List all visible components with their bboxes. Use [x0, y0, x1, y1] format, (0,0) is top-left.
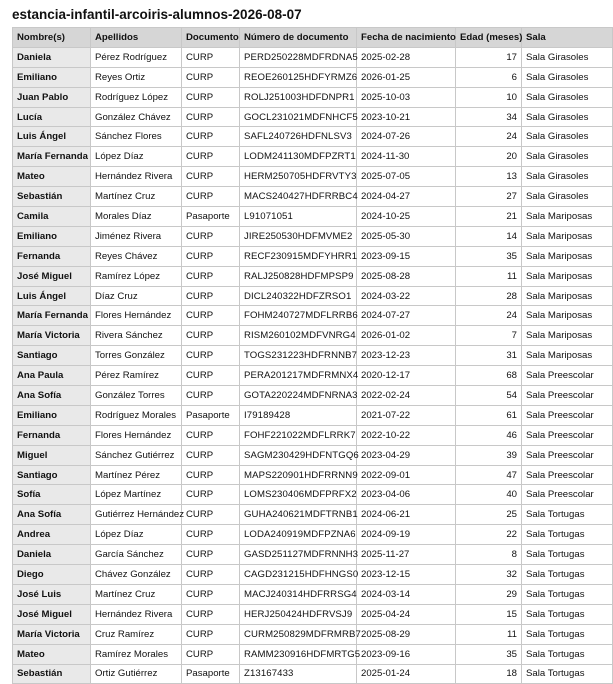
- cell-edad-meses[interactable]: 27: [456, 187, 522, 207]
- cell-nombres[interactable]: Emiliano: [13, 226, 91, 246]
- table-body: [13, 47, 613, 684]
- table-row: [13, 644, 613, 664]
- cell-nombres[interactable]: Mateo: [13, 644, 91, 664]
- cell-edad-meses[interactable]: 21: [456, 207, 522, 227]
- cell-nombres[interactable]: Ana Paula: [13, 366, 91, 386]
- table-row: [13, 425, 613, 445]
- cell-documento[interactable]: CURP: [182, 107, 240, 127]
- cell-documento[interactable]: CURP: [182, 366, 240, 386]
- cell-numero-documento[interactable]: GASD251127MDFRNNH3: [240, 545, 357, 565]
- cell-fecha-nacimiento[interactable]: 2023-12-15: [357, 565, 456, 585]
- cell-fecha-nacimiento[interactable]: 2025-02-28: [357, 47, 456, 67]
- cell-edad-meses[interactable]: 25: [456, 505, 522, 525]
- header-numero-documento[interactable]: Número de documento: [240, 28, 357, 48]
- spreadsheet: [12, 27, 594, 684]
- cell-apellidos[interactable]: Morales Díaz: [91, 207, 182, 227]
- cell-edad-meses[interactable]: 68: [456, 366, 522, 386]
- cell-documento[interactable]: CURP: [182, 624, 240, 644]
- cell-sala[interactable]: Sala Tortugas: [522, 525, 613, 545]
- cell-documento[interactable]: Pasaporte: [182, 207, 240, 227]
- cell-sala[interactable]: Sala Mariposas: [522, 246, 613, 266]
- cell-numero-documento[interactable]: RISM260102MDFVNRG4: [240, 326, 357, 346]
- table-row: [13, 147, 613, 167]
- cell-numero-documento[interactable]: JIRE250530HDFMVME2: [240, 226, 357, 246]
- cell-apellidos[interactable]: Flores Hernández: [91, 306, 182, 326]
- cell-nombres[interactable]: Santiago: [13, 465, 91, 485]
- cell-nombres[interactable]: Emiliano: [13, 67, 91, 87]
- cell-sala[interactable]: Sala Mariposas: [522, 346, 613, 366]
- table-row: [13, 485, 613, 505]
- cell-sala[interactable]: Sala Girasoles: [522, 127, 613, 147]
- table-row: [13, 306, 613, 326]
- document-title: estancia-infantil-arcoiris-alumnos-2026-08-07: [12, 7, 302, 22]
- cell-numero-documento[interactable]: FOHF221022MDFLRRK7: [240, 425, 357, 445]
- cell-apellidos[interactable]: Ramírez Morales: [91, 644, 182, 664]
- table-row: [13, 226, 613, 246]
- cell-fecha-nacimiento[interactable]: 2026-01-02: [357, 326, 456, 346]
- cell-sala[interactable]: Sala Tortugas: [522, 584, 613, 604]
- cell-sala[interactable]: Sala Girasoles: [522, 147, 613, 167]
- cell-fecha-nacimiento[interactable]: 2024-11-30: [357, 147, 456, 167]
- cell-documento[interactable]: CURP: [182, 445, 240, 465]
- cell-numero-documento[interactable]: GUHA240621MDFTRNB1: [240, 505, 357, 525]
- cell-numero-documento[interactable]: REOE260125HDFYRMZ6: [240, 67, 357, 87]
- cell-nombres[interactable]: Daniela: [13, 47, 91, 67]
- cell-documento[interactable]: CURP: [182, 147, 240, 167]
- cell-documento[interactable]: Pasaporte: [182, 664, 240, 684]
- cell-numero-documento[interactable]: RECF230915MDFYHRR1: [240, 246, 357, 266]
- cell-edad-meses[interactable]: 14: [456, 226, 522, 246]
- cell-sala[interactable]: Sala Preescolar: [522, 405, 613, 425]
- cell-nombres[interactable]: Ana Sofía: [13, 386, 91, 406]
- table-row: [13, 187, 613, 207]
- cell-fecha-nacimiento[interactable]: 2022-10-22: [357, 425, 456, 445]
- cell-apellidos[interactable]: Chávez González: [91, 565, 182, 585]
- cell-fecha-nacimiento[interactable]: 2022-02-24: [357, 386, 456, 406]
- cell-documento[interactable]: CURP: [182, 246, 240, 266]
- cell-nombres[interactable]: Daniela: [13, 545, 91, 565]
- cell-numero-documento[interactable]: MACS240427HDFRRBC4: [240, 187, 357, 207]
- cell-edad-meses[interactable]: 7: [456, 326, 522, 346]
- cell-documento[interactable]: CURP: [182, 525, 240, 545]
- cell-apellidos[interactable]: Ramírez López: [91, 266, 182, 286]
- cell-sala[interactable]: Sala Tortugas: [522, 604, 613, 624]
- table-row: [13, 266, 613, 286]
- cell-apellidos[interactable]: Díaz Cruz: [91, 286, 182, 306]
- cell-sala[interactable]: Sala Girasoles: [522, 107, 613, 127]
- cell-nombres[interactable]: José Miguel: [13, 604, 91, 624]
- cell-apellidos[interactable]: Rivera Sánchez: [91, 326, 182, 346]
- cell-documento[interactable]: CURP: [182, 565, 240, 585]
- cell-numero-documento[interactable]: LOMS230406MDFPRFX2: [240, 485, 357, 505]
- cell-nombres[interactable]: José Luis: [13, 584, 91, 604]
- cell-edad-meses[interactable]: 8: [456, 545, 522, 565]
- cell-documento[interactable]: CURP: [182, 306, 240, 326]
- cell-numero-documento[interactable]: TOGS231223HDFRNNB7: [240, 346, 357, 366]
- table-row: [13, 584, 613, 604]
- table-row: [13, 127, 613, 147]
- cell-numero-documento[interactable]: GOCL231021MDFNHCF5: [240, 107, 357, 127]
- cell-numero-documento[interactable]: MACJ240314HDFRRSG4: [240, 584, 357, 604]
- cell-sala[interactable]: Sala Mariposas: [522, 306, 613, 326]
- cell-apellidos[interactable]: Cruz Ramírez: [91, 624, 182, 644]
- cell-fecha-nacimiento[interactable]: 2021-07-22: [357, 405, 456, 425]
- cell-nombres[interactable]: Miguel: [13, 445, 91, 465]
- cell-fecha-nacimiento[interactable]: 2020-12-17: [357, 366, 456, 386]
- cell-apellidos[interactable]: Sánchez Gutiérrez: [91, 445, 182, 465]
- table-row: [13, 525, 613, 545]
- cell-fecha-nacimiento[interactable]: 2025-07-05: [357, 167, 456, 187]
- header-row: [13, 28, 613, 48]
- cell-nombres[interactable]: María Fernanda: [13, 147, 91, 167]
- table-row: [13, 366, 613, 386]
- cell-edad-meses[interactable]: 54: [456, 386, 522, 406]
- cell-nombres[interactable]: Andrea: [13, 525, 91, 545]
- cell-documento[interactable]: CURP: [182, 346, 240, 366]
- cell-documento[interactable]: CURP: [182, 485, 240, 505]
- cell-nombres[interactable]: Fernanda: [13, 425, 91, 445]
- cell-apellidos[interactable]: Martínez Pérez: [91, 465, 182, 485]
- cell-numero-documento[interactable]: PERA201217MDFRMNX4: [240, 366, 357, 386]
- cell-fecha-nacimiento[interactable]: 2025-04-24: [357, 604, 456, 624]
- table-row: [13, 47, 613, 67]
- cell-numero-documento[interactable]: LODA240919MDFPZNA6: [240, 525, 357, 545]
- cell-numero-documento[interactable]: CURM250829MDFRMRB7: [240, 624, 357, 644]
- cell-sala[interactable]: Sala Girasoles: [522, 187, 613, 207]
- cell-edad-meses[interactable]: 29: [456, 584, 522, 604]
- cell-documento[interactable]: CURP: [182, 127, 240, 147]
- cell-edad-meses[interactable]: 11: [456, 624, 522, 644]
- cell-nombres[interactable]: Sofía: [13, 485, 91, 505]
- cell-sala[interactable]: Sala Preescolar: [522, 425, 613, 445]
- cell-numero-documento[interactable]: HERM250705HDFRVTY3: [240, 167, 357, 187]
- cell-sala[interactable]: Sala Preescolar: [522, 485, 613, 505]
- cell-documento[interactable]: CURP: [182, 505, 240, 525]
- cell-numero-documento[interactable]: HERJ250424HDFRVSJ9: [240, 604, 357, 624]
- cell-fecha-nacimiento[interactable]: 2022-09-01: [357, 465, 456, 485]
- table-row: [13, 246, 613, 266]
- table-row: [13, 604, 613, 624]
- cell-documento[interactable]: CURP: [182, 584, 240, 604]
- cell-apellidos[interactable]: Reyes Ortiz: [91, 67, 182, 87]
- cell-documento[interactable]: CURP: [182, 326, 240, 346]
- cell-nombres[interactable]: María Victoria: [13, 326, 91, 346]
- cell-apellidos[interactable]: Sánchez Flores: [91, 127, 182, 147]
- cell-apellidos[interactable]: Pérez Rodríguez: [91, 47, 182, 67]
- cell-edad-meses[interactable]: 11: [456, 266, 522, 286]
- cell-sala[interactable]: Sala Girasoles: [522, 47, 613, 67]
- cell-nombres[interactable]: Santiago: [13, 346, 91, 366]
- cell-documento[interactable]: CURP: [182, 87, 240, 107]
- header-apellidos[interactable]: Apellidos: [91, 28, 182, 48]
- cell-edad-meses[interactable]: 35: [456, 246, 522, 266]
- table-row: [13, 286, 613, 306]
- cell-nombres[interactable]: José Miguel: [13, 266, 91, 286]
- cell-apellidos[interactable]: Reyes Chávez: [91, 246, 182, 266]
- header-nombres[interactable]: Nombre(s): [13, 28, 91, 48]
- cell-edad-meses[interactable]: 47: [456, 465, 522, 485]
- cell-fecha-nacimiento[interactable]: 2024-03-14: [357, 584, 456, 604]
- cell-documento[interactable]: CURP: [182, 187, 240, 207]
- cell-numero-documento[interactable]: GOTA220224MDFNRNA3: [240, 386, 357, 406]
- cell-sala[interactable]: Sala Tortugas: [522, 664, 613, 684]
- cell-nombres[interactable]: Emiliano: [13, 405, 91, 425]
- cell-nombres[interactable]: Lucía: [13, 107, 91, 127]
- cell-fecha-nacimiento[interactable]: 2025-08-28: [357, 266, 456, 286]
- table-row: [13, 565, 613, 585]
- cell-edad-meses[interactable]: 15: [456, 604, 522, 624]
- cell-fecha-nacimiento[interactable]: 2025-01-24: [357, 664, 456, 684]
- cell-numero-documento[interactable]: FOHM240727MDFLRRB6: [240, 306, 357, 326]
- cell-sala[interactable]: Sala Mariposas: [522, 286, 613, 306]
- header-sala[interactable]: Sala: [522, 28, 613, 48]
- table-row: [13, 167, 613, 187]
- cell-apellidos[interactable]: López Díaz: [91, 147, 182, 167]
- cell-apellidos[interactable]: Martínez Cruz: [91, 187, 182, 207]
- cell-fecha-nacimiento[interactable]: 2024-06-21: [357, 505, 456, 525]
- cell-fecha-nacimiento[interactable]: 2025-11-27: [357, 545, 456, 565]
- cell-nombres[interactable]: Diego: [13, 565, 91, 585]
- cell-apellidos[interactable]: López Martínez: [91, 485, 182, 505]
- cell-nombres[interactable]: Fernanda: [13, 246, 91, 266]
- cell-numero-documento[interactable]: L91071051: [240, 207, 357, 227]
- table-row: [13, 326, 613, 346]
- cell-numero-documento[interactable]: SAGM230429HDFNTGQ6: [240, 445, 357, 465]
- cell-numero-documento[interactable]: Z13167433: [240, 664, 357, 684]
- cell-fecha-nacimiento[interactable]: 2024-07-26: [357, 127, 456, 147]
- cell-fecha-nacimiento[interactable]: 2023-04-06: [357, 485, 456, 505]
- cell-edad-meses[interactable]: 28: [456, 286, 522, 306]
- cell-numero-documento[interactable]: RAMM230916HDFMRTG5: [240, 644, 357, 664]
- cell-apellidos[interactable]: Hernández Rivera: [91, 604, 182, 624]
- cell-edad-meses[interactable]: 17: [456, 47, 522, 67]
- cell-sala[interactable]: Sala Preescolar: [522, 386, 613, 406]
- header-fecha-nacimiento[interactable]: Fecha de nacimiento: [357, 28, 456, 48]
- cell-sala[interactable]: Sala Mariposas: [522, 207, 613, 227]
- cell-fecha-nacimiento[interactable]: 2023-04-29: [357, 445, 456, 465]
- cell-documento[interactable]: CURP: [182, 266, 240, 286]
- cell-fecha-nacimiento[interactable]: 2023-10-21: [357, 107, 456, 127]
- cell-sala[interactable]: Sala Preescolar: [522, 366, 613, 386]
- cell-nombres[interactable]: Sebastián: [13, 187, 91, 207]
- cell-fecha-nacimiento[interactable]: 2025-05-30: [357, 226, 456, 246]
- cell-edad-meses[interactable]: 40: [456, 485, 522, 505]
- cell-sala[interactable]: Sala Mariposas: [522, 226, 613, 246]
- cell-edad-meses[interactable]: 34: [456, 107, 522, 127]
- cell-documento[interactable]: CURP: [182, 425, 240, 445]
- cell-documento[interactable]: CURP: [182, 47, 240, 67]
- cell-apellidos[interactable]: González Torres: [91, 386, 182, 406]
- cell-sala[interactable]: Sala Preescolar: [522, 445, 613, 465]
- cell-edad-meses[interactable]: 39: [456, 445, 522, 465]
- cell-edad-meses[interactable]: 24: [456, 127, 522, 147]
- table-row: [13, 545, 613, 565]
- cell-nombres[interactable]: Luis Ángel: [13, 127, 91, 147]
- table-row: [13, 465, 613, 485]
- cell-edad-meses[interactable]: 22: [456, 525, 522, 545]
- cell-numero-documento[interactable]: I79189428: [240, 405, 357, 425]
- cell-sala[interactable]: Sala Tortugas: [522, 565, 613, 585]
- header-edad-meses[interactable]: Edad (meses): [456, 28, 522, 48]
- cell-numero-documento[interactable]: MAPS220901HDFRRNN9: [240, 465, 357, 485]
- cell-edad-meses[interactable]: 35: [456, 644, 522, 664]
- cell-documento[interactable]: CURP: [182, 167, 240, 187]
- cell-apellidos[interactable]: Rodríguez Morales: [91, 405, 182, 425]
- cell-apellidos[interactable]: Pérez Ramírez: [91, 366, 182, 386]
- cell-numero-documento[interactable]: LODM241130MDFPZRT1: [240, 147, 357, 167]
- cell-sala[interactable]: Sala Girasoles: [522, 87, 613, 107]
- cell-fecha-nacimiento[interactable]: 2024-10-25: [357, 207, 456, 227]
- table-row: [13, 67, 613, 87]
- cell-nombres[interactable]: Camila: [13, 207, 91, 227]
- table-row: [13, 207, 613, 227]
- cell-edad-meses[interactable]: 32: [456, 565, 522, 585]
- cell-apellidos[interactable]: Hernández Rivera: [91, 167, 182, 187]
- cell-nombres[interactable]: Juan Pablo: [13, 87, 91, 107]
- cell-documento[interactable]: CURP: [182, 67, 240, 87]
- table-row: [13, 346, 613, 366]
- cell-sala[interactable]: Sala Tortugas: [522, 624, 613, 644]
- table-row: [13, 505, 613, 525]
- cell-apellidos[interactable]: Flores Hernández: [91, 425, 182, 445]
- cell-fecha-nacimiento[interactable]: 2025-10-03: [357, 87, 456, 107]
- cell-fecha-nacimiento[interactable]: 2023-09-16: [357, 644, 456, 664]
- cell-apellidos[interactable]: Jiménez Rivera: [91, 226, 182, 246]
- cell-sala[interactable]: Sala Girasoles: [522, 67, 613, 87]
- cell-numero-documento[interactable]: PERD250228MDFRDNA5: [240, 47, 357, 67]
- table-row: [13, 664, 613, 684]
- cell-apellidos[interactable]: Rodríguez López: [91, 87, 182, 107]
- cell-edad-meses[interactable]: 61: [456, 405, 522, 425]
- cell-nombres[interactable]: María Fernanda: [13, 306, 91, 326]
- cell-fecha-nacimiento[interactable]: 2024-04-27: [357, 187, 456, 207]
- cell-documento[interactable]: Pasaporte: [182, 405, 240, 425]
- cell-edad-meses[interactable]: 13: [456, 167, 522, 187]
- table-row: [13, 405, 613, 425]
- cell-fecha-nacimiento[interactable]: 2024-09-19: [357, 525, 456, 545]
- cell-fecha-nacimiento[interactable]: 2025-08-29: [357, 624, 456, 644]
- cell-edad-meses[interactable]: 18: [456, 664, 522, 684]
- cell-numero-documento[interactable]: ROLJ251003HDFDNPR1: [240, 87, 357, 107]
- cell-sala[interactable]: Sala Girasoles: [522, 167, 613, 187]
- table-row: [13, 87, 613, 107]
- cell-numero-documento[interactable]: CAGD231215HDFHNGS0: [240, 565, 357, 585]
- cell-edad-meses[interactable]: 31: [456, 346, 522, 366]
- cell-edad-meses[interactable]: 10: [456, 87, 522, 107]
- table-row: [13, 445, 613, 465]
- cell-fecha-nacimiento[interactable]: 2024-07-27: [357, 306, 456, 326]
- cell-nombres[interactable]: Mateo: [13, 167, 91, 187]
- cell-numero-documento[interactable]: RALJ250828HDFMPSP9: [240, 266, 357, 286]
- table-row: [13, 624, 613, 644]
- cell-edad-meses[interactable]: 46: [456, 425, 522, 445]
- cell-numero-documento[interactable]: DICL240322HDFZRSO1: [240, 286, 357, 306]
- cell-sala[interactable]: Sala Mariposas: [522, 326, 613, 346]
- cell-edad-meses[interactable]: 20: [456, 147, 522, 167]
- cell-sala[interactable]: Sala Tortugas: [522, 545, 613, 565]
- cell-fecha-nacimiento[interactable]: 2023-09-15: [357, 246, 456, 266]
- cell-sala[interactable]: Sala Tortugas: [522, 505, 613, 525]
- cell-apellidos[interactable]: Martínez Cruz: [91, 584, 182, 604]
- cell-nombres[interactable]: Sebastián: [13, 664, 91, 684]
- cell-numero-documento[interactable]: SAFL240726HDFNLSV3: [240, 127, 357, 147]
- cell-apellidos[interactable]: García Sánchez: [91, 545, 182, 565]
- cell-documento[interactable]: CURP: [182, 386, 240, 406]
- cell-apellidos[interactable]: Ortiz Gutiérrez: [91, 664, 182, 684]
- table-row: [13, 386, 613, 406]
- cell-documento[interactable]: CURP: [182, 286, 240, 306]
- table-row: [13, 107, 613, 127]
- cell-apellidos[interactable]: Gutiérrez Hernández: [91, 505, 182, 525]
- cell-documento[interactable]: CURP: [182, 465, 240, 485]
- cell-nombres[interactable]: Luis Ángel: [13, 286, 91, 306]
- cell-documento[interactable]: CURP: [182, 644, 240, 664]
- cell-documento[interactable]: CURP: [182, 545, 240, 565]
- cell-edad-meses[interactable]: 6: [456, 67, 522, 87]
- cell-documento[interactable]: CURP: [182, 604, 240, 624]
- cell-fecha-nacimiento[interactable]: 2026-01-25: [357, 67, 456, 87]
- cell-apellidos[interactable]: Torres González: [91, 346, 182, 366]
- cell-fecha-nacimiento[interactable]: 2023-12-23: [357, 346, 456, 366]
- header-documento[interactable]: Documento: [182, 28, 240, 48]
- students-table: [12, 27, 613, 684]
- cell-edad-meses[interactable]: 24: [456, 306, 522, 326]
- cell-sala[interactable]: Sala Mariposas: [522, 266, 613, 286]
- cell-sala[interactable]: Sala Tortugas: [522, 644, 613, 664]
- cell-fecha-nacimiento[interactable]: 2024-03-22: [357, 286, 456, 306]
- cell-apellidos[interactable]: González Chávez: [91, 107, 182, 127]
- cell-apellidos[interactable]: López Díaz: [91, 525, 182, 545]
- cell-nombres[interactable]: Ana Sofía: [13, 505, 91, 525]
- cell-documento[interactable]: CURP: [182, 226, 240, 246]
- cell-nombres[interactable]: María Victoria: [13, 624, 91, 644]
- cell-sala[interactable]: Sala Preescolar: [522, 465, 613, 485]
